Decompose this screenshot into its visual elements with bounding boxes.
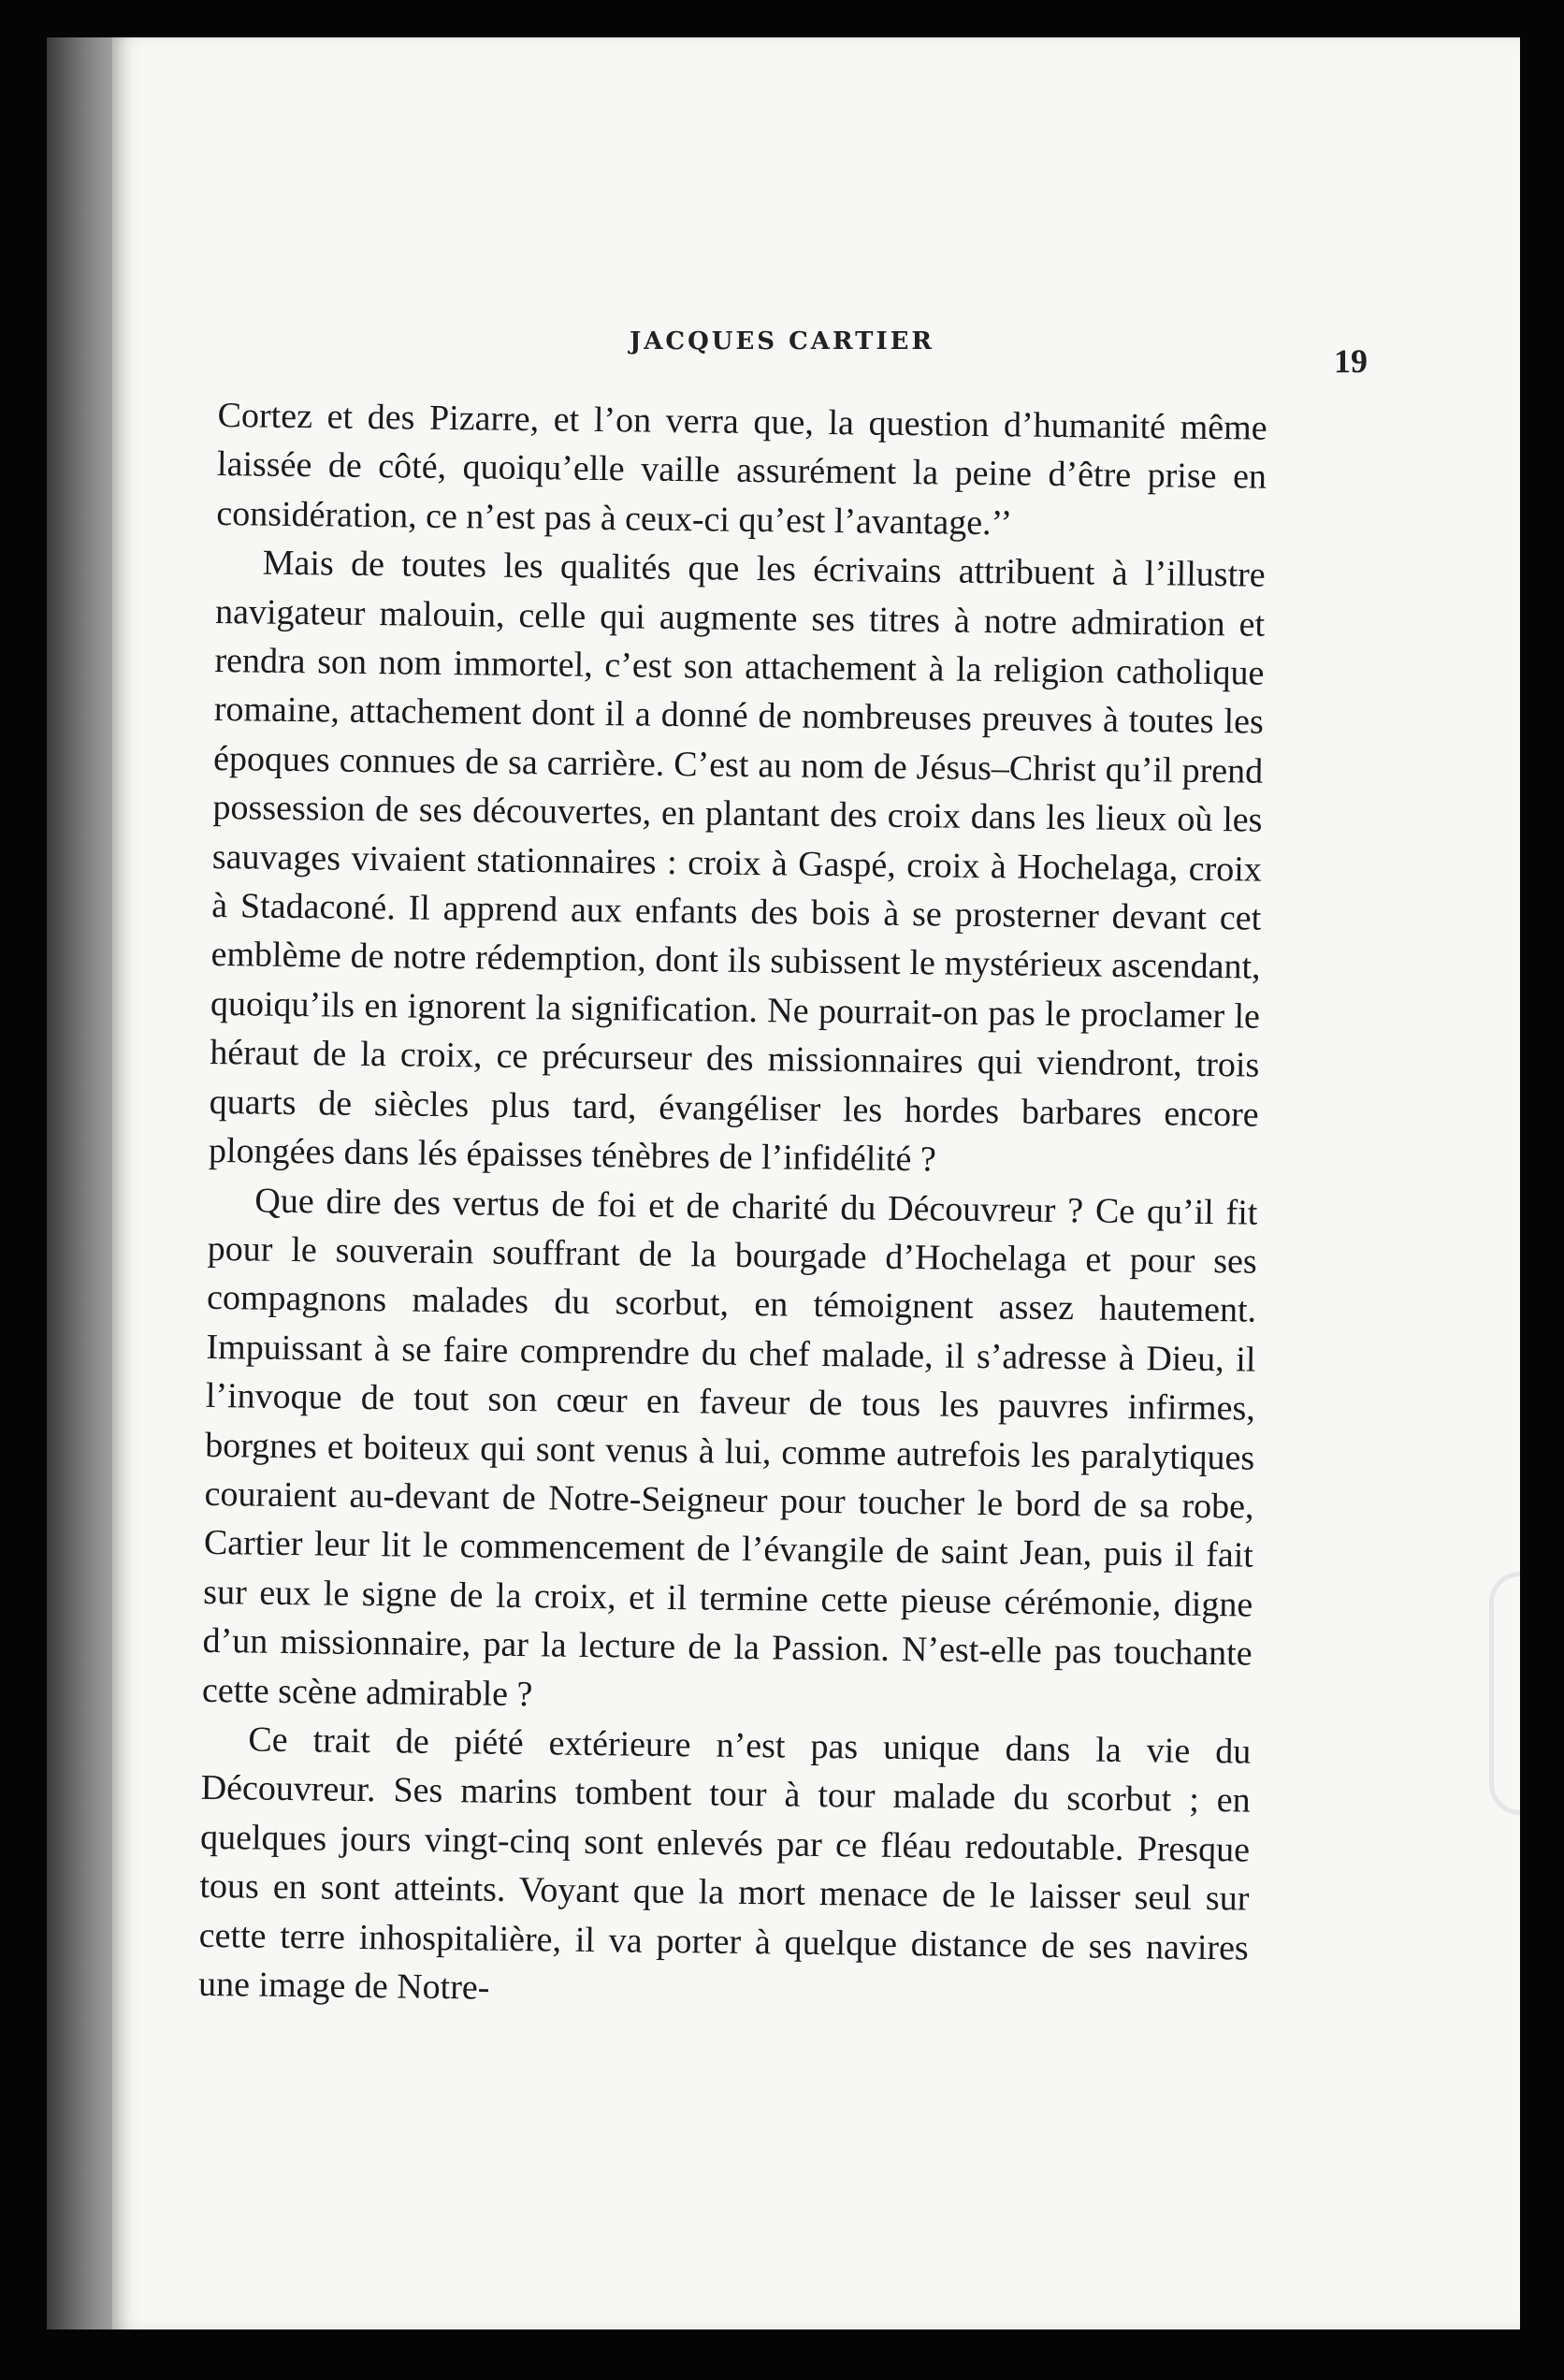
paragraph: Ce trait de piété extérieure n’est pas unique dans la vie du Découvreur. Ses marins tombent tour à tour malade du scorbut ; en quelques jours vingt-cinq sont enlevés par ce fléau redoutable. Presque tous en sont atteints. Voyant que la mort menace de le laisser seul sur cette terre inhospitalière, il va porter à quelque distance de ses navires une image de Notre- — [197, 1720, 1252, 2008]
running-head: JACQUES CARTIER — [629, 327, 935, 356]
paragraph: Que dire des vertus de foi et de charité du Découvreur ? Ce qu’il fit pour le souverain souffrant de la bourgade d’Hochelaga et pour ses compagnons malades du scorbut, en témoignent assez hautement. Impuissant à se faire comprendre du chef malade, il s’adresse à Dieu, il l’invoque de tout son cœur en faveur de tous les pauvres infirmes, borgnes et boiteux qui sont venus à lui, comme autrefois les paralytiques couraient au-devant de Notre-Seigneur pour toucher le bord de sa robe, Cartier leur lit le commencement de l’évangile de saint Jean, puis il fait sur eux le signe de la croix, et il termine cette pieuse cérémonie, digne d’un missionnaire, par la lecture de la Passion. N’est-elle pas touchante cette scène admirable ? — [201, 1181, 1258, 1714]
paragraph: Mais de toutes les qualités que les écrivains attribuent à l’illustre navigateur malouin, celle qui augmente ses titres à notre admiration et rendra son nom immortel, c’est son attachement à la religion catholique romaine, attachement dont il a donné de nombreuses preuves à toutes les époques connues de sa carrière. C’est au nom de Jésus–Christ qu’il prend possession de ses découvertes, en plantant des croix dans les lieux où les sauvages vivaient stationnaires : croix à Gaspé, croix à Hochelaga, croix à Stadaconé. Il apprend aux enfants des bois à se prosterner devant cet emblème de notre rédemption, dont ils subissent le mystérieux ascendant, quoiqu’ils en ignorent la signification. Ne pourrait-on pas le proclamer le héraut de la croix, ce précurseur des missionnaires qui viendront, trois quarts de siècles plus tard, évangéliser les hordes barbares encore plongées dans lés épaisses ténèbres de l’infidélité ? — [208, 543, 1266, 1180]
page-number: 19 — [1334, 342, 1368, 380]
body-text — [198, 391, 1267, 2022]
binder-clip — [1489, 1572, 1520, 1815]
paragraph: Cortez et des Pizarre, et l’on verra que, la question d’humanité même laissée de côté, quoiqu’elle vaille assurément la peine d’être prise en considération, ce n’est pas à ceux-ci qu’est l’avantage.’’ — [216, 395, 1267, 544]
